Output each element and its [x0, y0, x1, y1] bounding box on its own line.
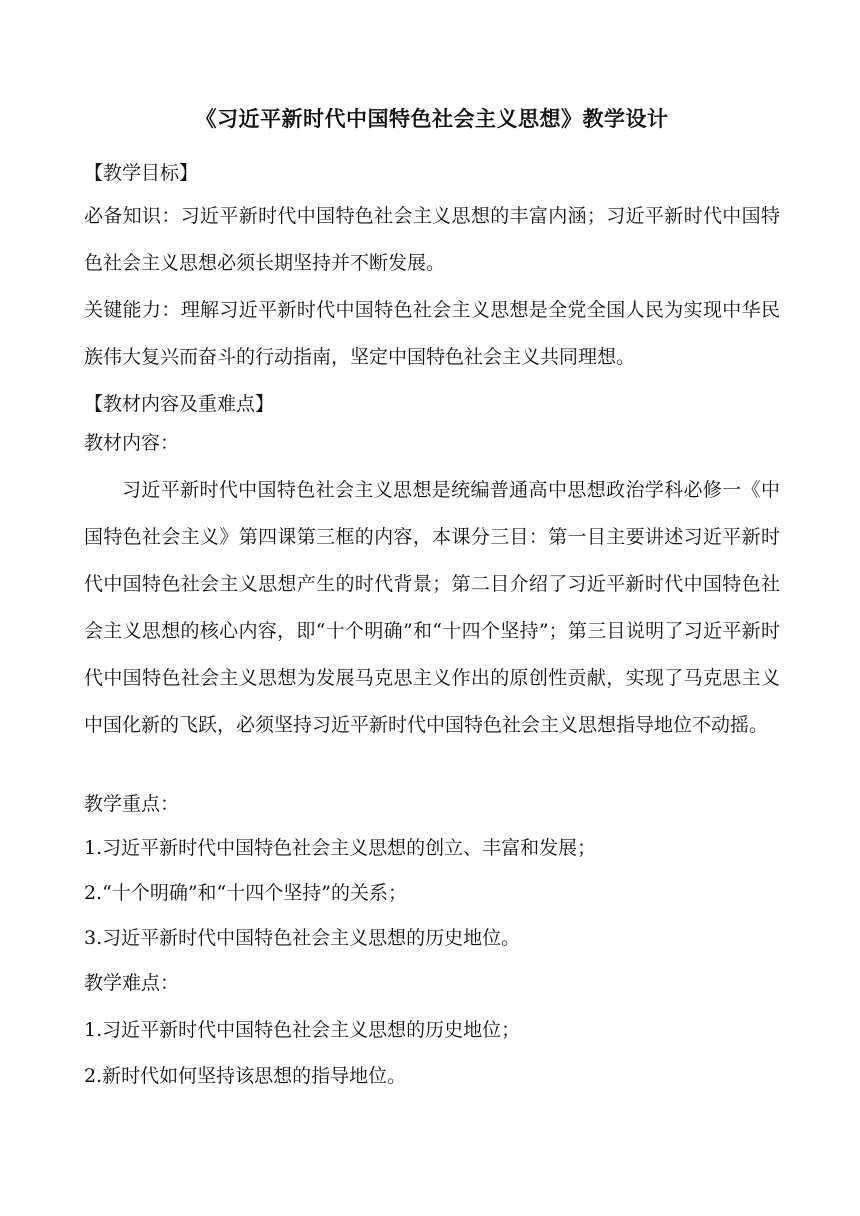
- document-title: 《习近平新时代中国特色社会主义思想》教学设计: [195, 107, 669, 132]
- content-body-paragraph: 习近平新时代中国特色社会主义思想是统编普通高中思想政治学科必修一《中国特色社会主义》第四课第三框的内容，本课分三目：第一目主要讲述习近平新时代中国特色社会主义思想产生的时代背景；第二目介绍了习近平新时代中国特色社会主义思想的核心内容，即“十个明确”和“十四个坚持”；第三目说明了习近平新时代中国特色社会主义思想为发展马克思主义作出的原创性贡献，实现了马克思主义中国化新的飞跃，必须坚持习近平新时代中国特色社会主义思想指导地位不动摇。: [84, 479, 780, 736]
- objectives-heading: 【教学目标】: [84, 162, 199, 184]
- key-point-item: 3.习近平新时代中国特色社会主义思想的历史地位。: [84, 927, 521, 949]
- difficulty-item: 2.新时代如何坚持该思想的指导地位。: [84, 1065, 407, 1087]
- content-heading: 【教材内容及重难点】: [84, 393, 275, 415]
- essential-knowledge-paragraph: 必备知识：习近平新时代中国特色社会主义思想的丰富内涵；习近平新时代中国特色社会主义思想必须长期坚持并不断发展。: [84, 205, 780, 274]
- key-points-label: 教学重点：: [84, 793, 180, 815]
- difficulties-label: 教学难点：: [84, 972, 180, 994]
- key-point-item: 2.“十个明确”和“十四个坚持”的关系；: [84, 882, 407, 904]
- key-point-item: 1.习近平新时代中国特色社会主义思想的创立、丰富和发展；: [84, 837, 597, 859]
- key-ability-paragraph: 关键能力：理解习近平新时代中国特色社会主义思想是全党全国人民为实现中华民族伟大复兴而奋斗的行动指南，坚定中国特色社会主义共同理想。: [84, 299, 780, 368]
- difficulty-item: 1.习近平新时代中国特色社会主义思想的历史地位；: [84, 1019, 521, 1041]
- content-label: 教材内容：: [84, 432, 180, 454]
